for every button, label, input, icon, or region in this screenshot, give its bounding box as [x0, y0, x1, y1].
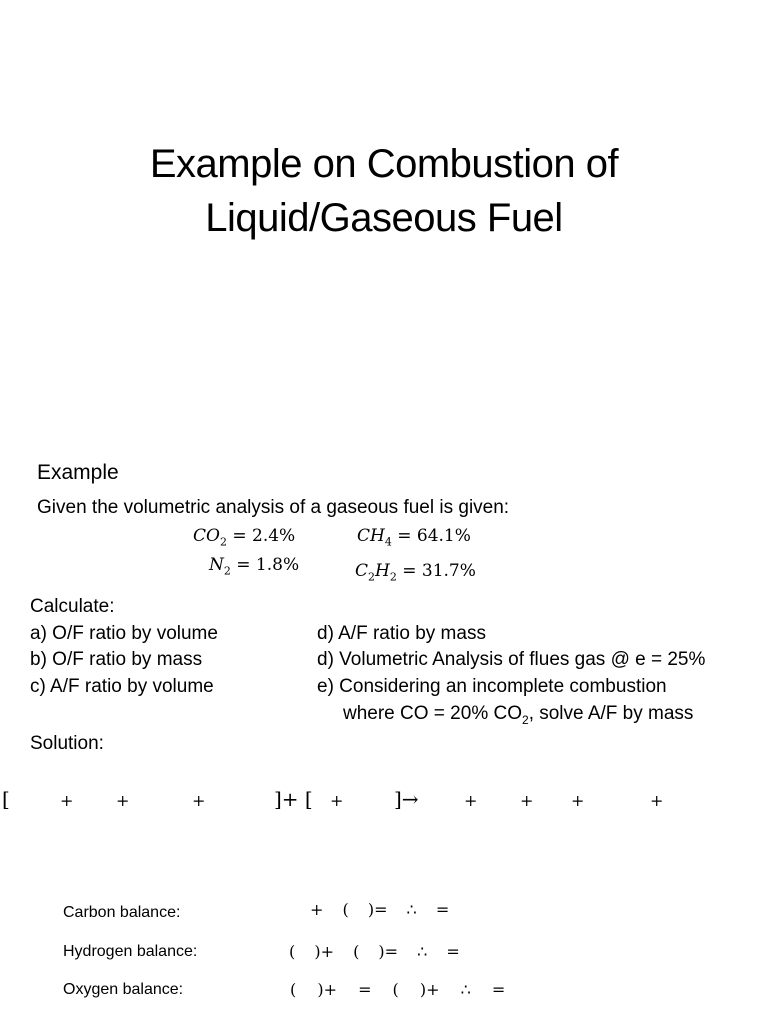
carbon-balance-label: Carbon balance:	[63, 904, 181, 921]
co2-composition: $CO_2 = 2.4\%$	[193, 526, 296, 549]
question-e: e) Considering an incomplete combustion	[317, 676, 667, 697]
question-d-volumetric: d) Volumetric Analysis of flues gas @ e = 25%	[317, 649, 706, 670]
c2h2-composition: $C_2H_2 = 31.7\%$	[355, 561, 476, 584]
equation-plus: +	[571, 791, 585, 810]
equation-bracket-join: ]+ [	[274, 787, 313, 811]
carbon-balance-expression: + ( )= ∴ =	[310, 900, 450, 919]
equation-plus: +	[520, 791, 534, 810]
slide-title-line-2: Liquid/Gaseous Fuel	[205, 196, 563, 240]
equation-plus: +	[116, 791, 130, 810]
question-c: c) A/F ratio by volume	[30, 676, 214, 697]
equation-arrow: ]→	[394, 787, 419, 811]
example-heading: Example	[37, 461, 119, 484]
problem-intro: Given the volumetric analysis of a gaseous fuel is given:	[37, 497, 510, 518]
oxygen-balance-expression: ( )+ = ( )+ ∴ =	[290, 980, 506, 999]
solution-label: Solution:	[30, 733, 104, 754]
equation-plus: +	[650, 791, 664, 810]
hydrogen-balance-label: Hydrogen balance:	[63, 943, 198, 960]
slide-title-line-1: Example on Combustion of	[149, 142, 619, 186]
ch4-composition: $CH_4 = 64.1\%$	[357, 526, 471, 549]
hydrogen-balance-expression: ( )+ ( )= ∴ =	[289, 942, 460, 961]
oxygen-balance-label: Oxygen balance:	[63, 981, 184, 998]
question-b: b) O/F ratio by mass	[30, 649, 203, 670]
n2-composition: $N_2 = 1.8\%$	[209, 555, 300, 578]
equation-open-bracket: [	[2, 787, 10, 811]
equation-plus: +	[464, 791, 478, 810]
calculate-label: Calculate:	[30, 596, 115, 617]
equation-plus: +	[60, 791, 74, 810]
question-a: a) O/F ratio by volume	[30, 623, 218, 644]
question-e-continued: where CO = 20% $CO_2$, solve A/F by mass	[343, 703, 694, 727]
question-d-af-mass: d) A/F ratio by mass	[317, 623, 486, 644]
equation-plus: +	[192, 791, 206, 810]
equation-plus: +	[330, 791, 344, 810]
